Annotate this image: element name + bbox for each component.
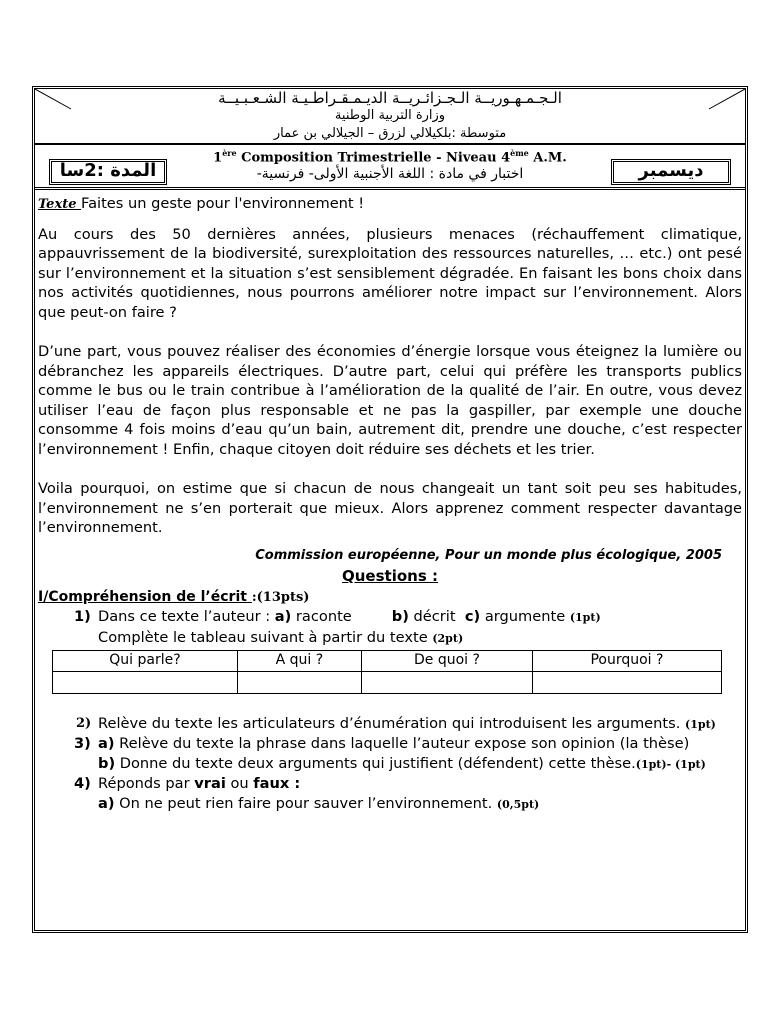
month-box: ديسمبر bbox=[611, 159, 731, 185]
corner-decoration bbox=[35, 89, 75, 111]
exam-title: 1ère Composition Trimestrielle - Niveau 4ème A.M. bbox=[213, 148, 567, 166]
republic-name: الـجـمـهـوريــة الـجـزائـريــة الديـمـقـراطـيـة الشـعـبـيــة bbox=[218, 89, 562, 107]
table-header: De quoi ? bbox=[361, 651, 532, 672]
text-source: Commission européenne, Pour un monde plus écologique, 2005 bbox=[255, 547, 722, 563]
table-header: A qui ? bbox=[237, 651, 361, 672]
question-1: 1) Dans ce texte l’auteur : a) raconte b) décrit c) argumente (1pt) Complète le tableau suivant à partir du texte (2pt) bbox=[74, 608, 601, 646]
text-title: Faites un geste pour l'environnement ! bbox=[81, 195, 365, 212]
table-cell[interactable] bbox=[361, 671, 532, 693]
question-number: 2) bbox=[76, 715, 92, 731]
question-number: 1) bbox=[74, 608, 91, 625]
table-header: Qui parle? bbox=[53, 651, 238, 672]
exam-subject: اختبار في مادة : اللغة الأجنبية الأولى- فرنسية- bbox=[256, 166, 524, 182]
answer-table bbox=[52, 650, 722, 694]
exam-header bbox=[35, 89, 745, 145]
section-heading: I/Compréhension de l’écrit :(13pts) bbox=[38, 588, 310, 605]
duration-box: المدة :2سا bbox=[49, 159, 167, 185]
text-label: Texte bbox=[38, 197, 82, 212]
table-cell[interactable] bbox=[237, 671, 361, 693]
text-heading bbox=[38, 194, 742, 215]
text-paragraph: D’une part, vous pouvez réaliser des économies d’énergie lorsque vous éteignez la lumière ou débranchez les appareils électriques. D’autre part, celui qui préfère les transports publics comme le bus ou le train contribue à l’amélioration de la qualité de l’air. En outre, vous devez utiliser l’eau de façon plus responsable et ne pas la gaspiller, par exemple une douche consomme 4 fois moins d’eau qu’un bain, autrement dit, prendre une douche, c’est respecter l’environnement ! Enfin, chaque citoyen doit réduire ses déchets et les trier. bbox=[38, 343, 742, 458]
ministry-name: وزارة التربية الوطنية bbox=[334, 108, 446, 123]
question-number: 3) bbox=[74, 735, 91, 752]
question-2: 2) Relève du texte les articulateurs d’énumération qui introduisent les arguments. (1pt) bbox=[76, 714, 716, 732]
exam-info-bar bbox=[35, 148, 745, 190]
text-paragraph: Au cours des 50 dernières années, plusieurs menaces (réchauffement climatique, appauvrissement de la biodiversité, surexploitation des ressources naturelles, … etc.) ont pesé sur l’environnement et la situation s’est sensiblement dégradée. En faisant les bons choix dans nos activités quotidiennes, nous pourrons améliorer notre impact sur l’environnement. Alors que peut-on faire ? bbox=[38, 225, 742, 321]
text-paragraph: Voila pourquoi, on estime que si chacun de nous changeait un tant soit peu ses habitudes, l’environnement ne s’en porterait que mieux. Alors apprenez comment respecter davantage l’environnement. bbox=[38, 480, 742, 536]
school-name: متوسطة :بلكيلالي لزرق – الجيلالي بن عمار bbox=[273, 126, 507, 141]
table-cell[interactable] bbox=[53, 671, 238, 693]
question-4: 4) Réponds par vrai ou faux : a) On ne peut rien faire pour sauver l’environnement. (0,5pt) bbox=[74, 775, 540, 812]
question-number: 4) bbox=[74, 775, 91, 792]
questions-title: Questions : bbox=[342, 567, 438, 585]
corner-decoration bbox=[705, 89, 745, 111]
question-3: 3) a) Relève du texte la phrase dans laquelle l’auteur expose son opinion (la thèse) b) Donne du texte deux arguments qui justifient (défendent) cette thèse.(1pt)- (1pt) bbox=[74, 735, 706, 772]
table-header: Pourquoi ? bbox=[532, 651, 721, 672]
table-cell[interactable] bbox=[532, 671, 721, 693]
exam-content bbox=[38, 194, 742, 814]
